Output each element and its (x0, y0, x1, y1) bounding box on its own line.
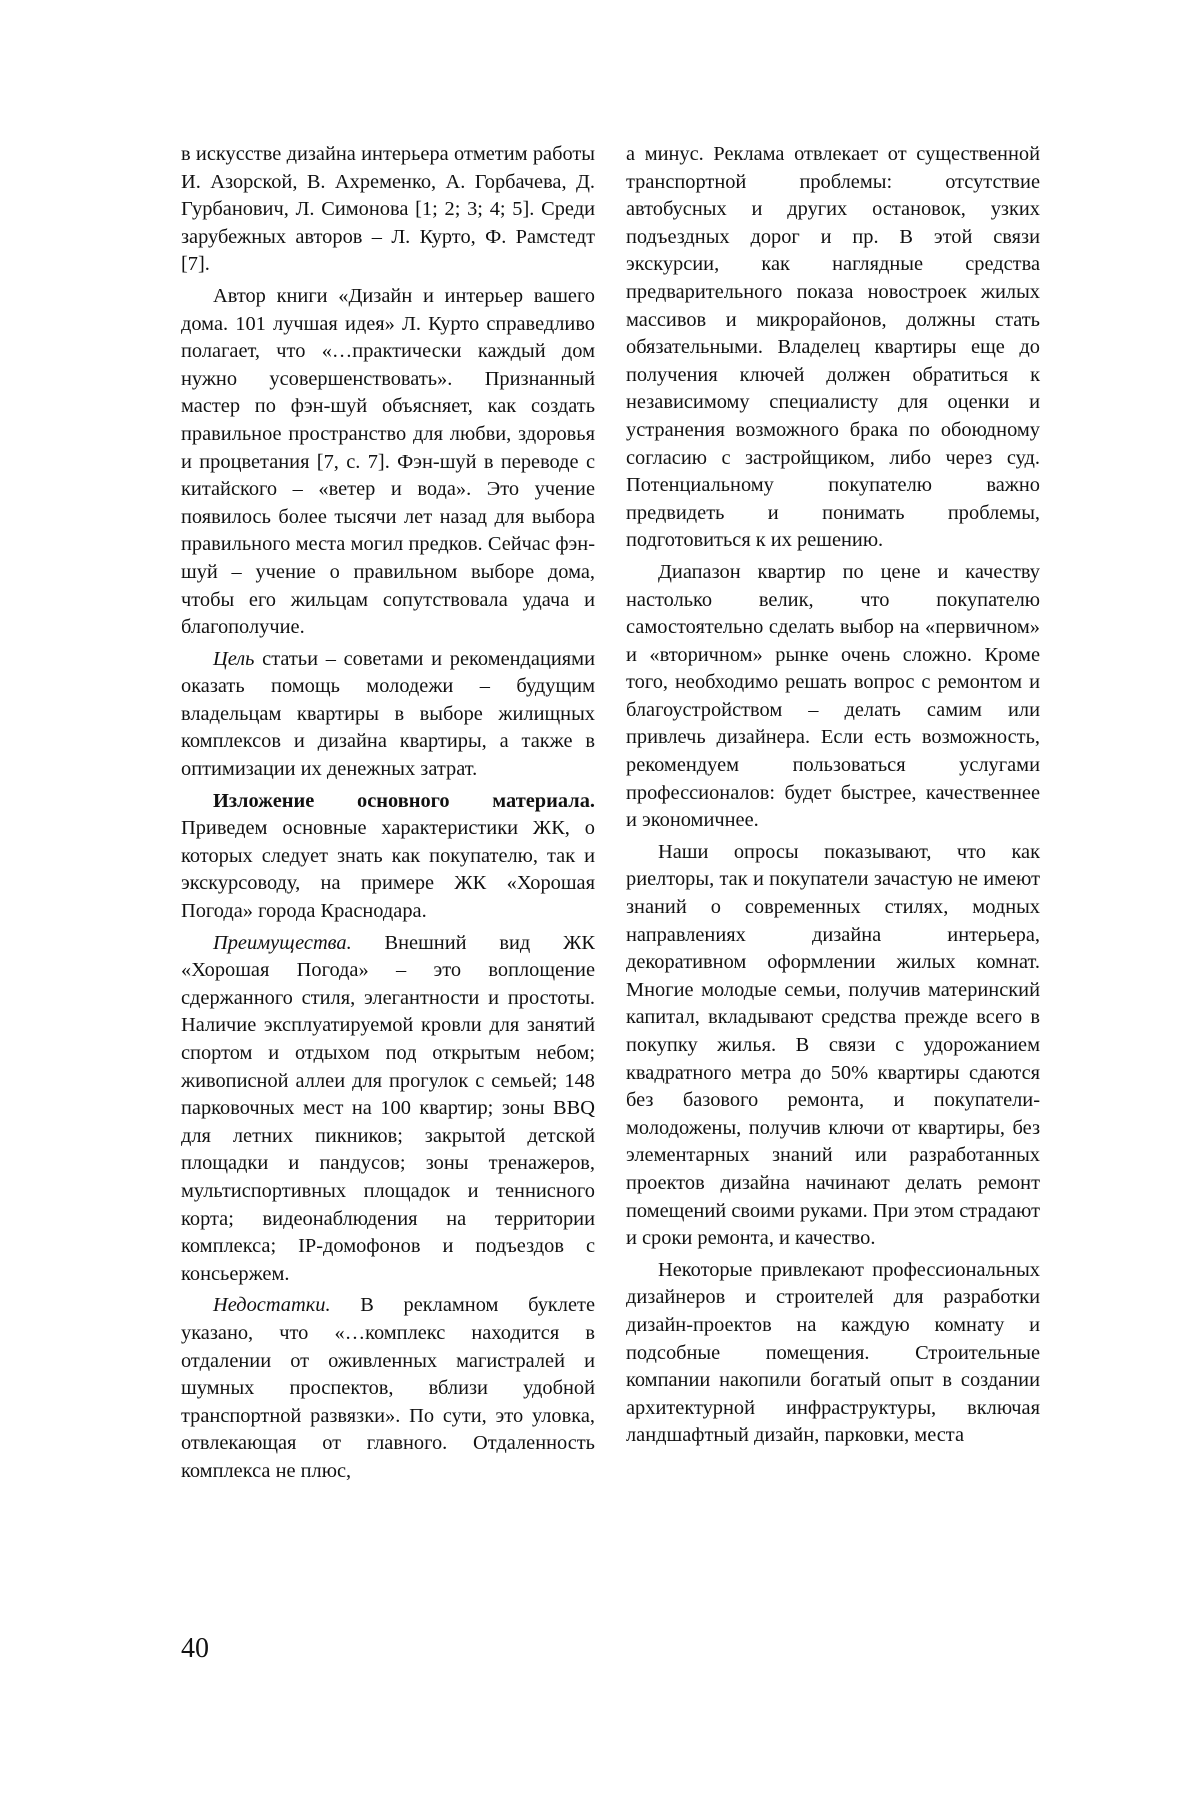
right-text-column (626, 141, 1040, 1450)
paragraph-professionals: Некоторые привлекают профессиональных дизайнеров и строителей для разработки дизайн-проектов на каждую комнату и подсобные помещения. Строительные компании накопили богатый опыт в создании архитектурной инфраструктуры, включая ландшафтный дизайн, парковки, места (626, 1258, 1040, 1447)
page-number: 40 (181, 1633, 209, 1664)
paragraph-kurto-book: Автор книги «Дизайн и интерьер вашего дома. 101 лучшая идея» Л. Курто справедливо полагает, что «…практически каждый дом нужно усовершенствовать». Признанный мастер по фэн-шуй объясняет, как создать правильное пространство для любви, здоровья и процветания [7, с. 7]. Фэн-шуй в переводе с китайского – «ветер и вода». Это учение появилось более тысячи лет назад для выбора правильного места могил предков. Сейчас фэн-шуй – учение о правильном выборе дома, чтобы его жильцам сопутствовала удача и благополучие. (181, 284, 595, 639)
paragraph-transport: а минус. Реклама отвлекает от существенной транспортной проблемы: отсутствие автобусных и других остановок, узких подъездных дорог и пр. В этой связи экскурсии, как наглядные средства предварительного показа новостроек жилых массивов и микрорайонов, должны стать обязательными. Владелец квартиры еще до получения ключей должен обратиться к независимому специалисту для оценки и устранения возможного брака по обоюдному согласию с застройщиком, либо через суд. Потенциальному покупателю важно предвидеть и понимать проблемы, подготовиться к их решению. (626, 143, 1040, 552)
main-material-heading: Изложение основного материала. (213, 789, 595, 812)
goal-lead: Цель (213, 647, 255, 670)
paragraph-authors: в искусстве дизайна интерьера отметим работы И. Азорской, В. Ахременко, А. Горбачева, Д. Гурбанович, Л. Симонова [1; 2; 3; 4; 5]. Среди зарубежных авторов – Л. Курто, Ф. Рамстедт [7]. (181, 143, 595, 276)
left-text-column (181, 141, 595, 1486)
paragraph-disadvantages (181, 1292, 595, 1485)
disadvantages-lead: Недостатки. (213, 1294, 331, 1317)
paragraph-main-material (181, 788, 595, 926)
goal-text: статьи – советами и рекомендациями оказать помощь молодежи – будущим владельцам квартиры в выборе жилищных комплексов и дизайна квартиры, а также в оптимизации их денежных затрат. (181, 647, 595, 781)
paragraph-price-range: Диапазон квартир по цене и качеству настолько велик, что покупателю самостоятельно сделать выбор на «первичном» и «вторичном» рынке очень сложно. Кроме того, необходимо решать вопрос с ремонтом и благоустройством – делать самим или привлечь дизайнера. Если есть возможность, рекомендуем пользоваться услугами профессионалов: будет быстрее, качественнее и экономичнее. (626, 560, 1040, 832)
advantages-lead: Преимущества. (213, 931, 352, 954)
advantages-text: Внешний вид ЖК «Хорошая Погода» – это воплощение сдержанного стиля, элегантности и простоты. Наличие эксплуатируемой кровли для занятий спортом и отдыхом под открытым небом; живописной аллеи для прогулок с семьей; 148 парковочных мест на 100 квартир; зоны BBQ для летних пикников; закрытой детской площадки и пандусов; зоны тренажеров, мультиспортивных площадок и теннисного корта; видеонаблюдения на территории комплекса; IP-домофонов и подъездов с консьержем. (181, 931, 595, 1285)
disadvantages-text: В рекламном буклете указано, что «…комплекс находится в отдалении от оживленных магистралей и шумных проспектов, вблизи удобной транспортной развязки». По сути, это уловка, отвлекающая от главного. Отдаленность комплекса не плюс, (181, 1294, 595, 1482)
paragraph-surveys: Наши опросы показывают, что как риелторы, так и покупатели зачастую не имеют знаний о современных стилях, модных направлениях дизайна интерьера, декоративном оформлении жилых комнат. Многие молодые семьи, получив материнский капитал, вкладывают средства прежде всего в покупку жилья. В связи с удорожанием квадратного метра до 50% квартиры сдаются без базового ремонта, и покупатели-молодожены, получив ключи от квартиры, без элементарных знаний или разработанных проектов дизайна начинают делать ремонт помещений своими руками. При этом страдают и сроки ремонта, и качество. (626, 840, 1040, 1250)
paragraph-goal (181, 646, 595, 784)
paragraph-advantages (181, 930, 595, 1289)
main-material-text: Приведем основные характеристики ЖК, о которых следует знать как покупателю, так и экскурсоводу, на примере ЖК «Хорошая Погода» города Краснодара. (181, 817, 595, 923)
